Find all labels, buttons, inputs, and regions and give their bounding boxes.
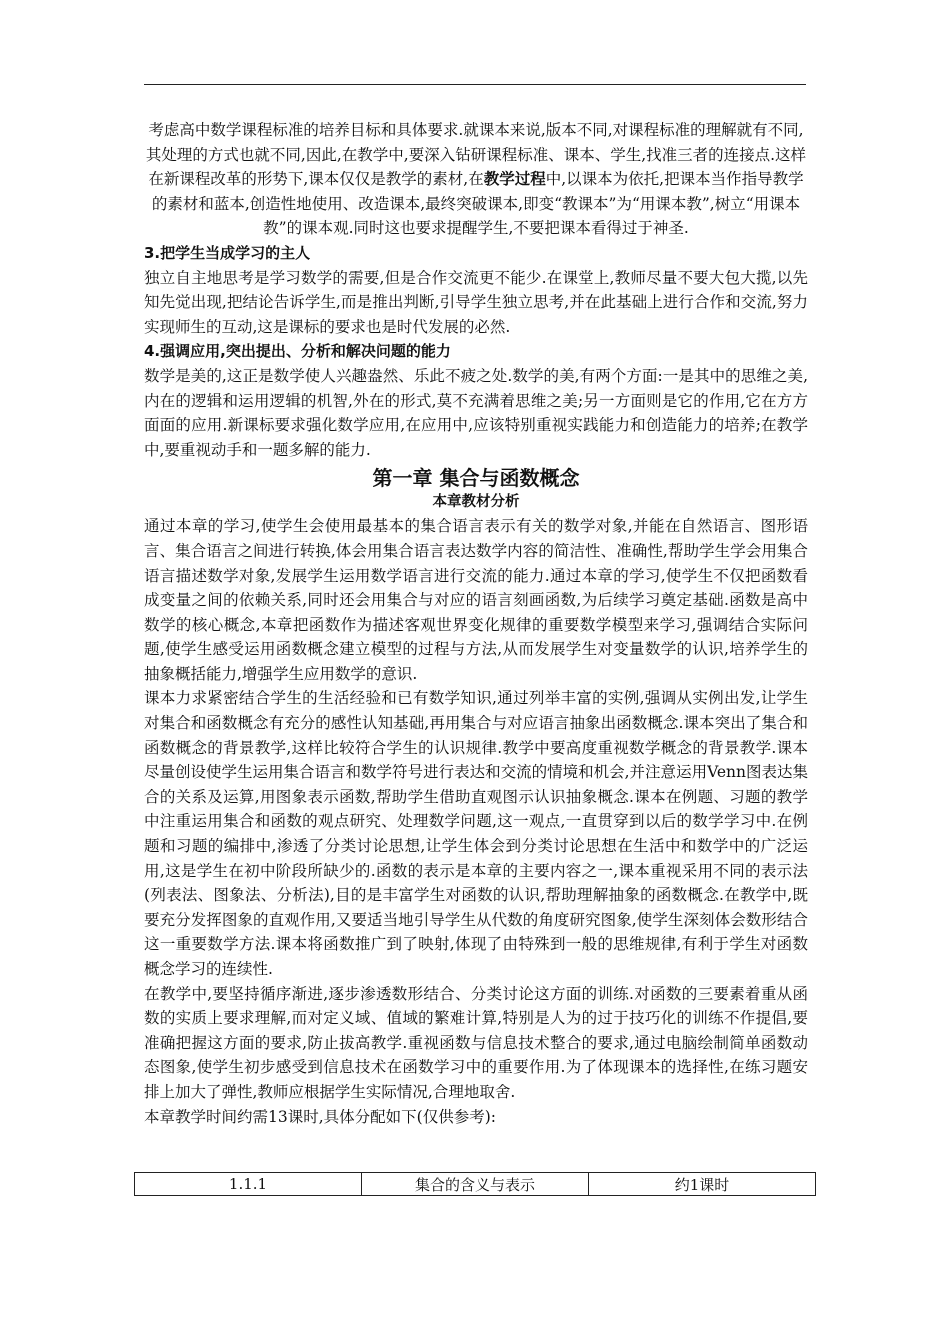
document-body [144,118,808,1129]
schedule-section-cell: 1.1.1 [135,1173,362,1196]
chapter-paragraph-4: 本章教学时间约需13课时,具体分配如下(仅供参考): [144,1107,496,1126]
chapter-paragraph-2: 课本力求紧密结合学生的生活经验和已有数学知识,通过列举丰富的实例,强调从实例出发,让学生对集合和函数概念有充分的感性认知基础,再用集合与对应语言抽象出函数概念.课本突出了集合和函数概念的背景教学,这样比较符合学生的认识规律.教学中要高度重视数学概念的背景教学.课本尽量创设使学生运用集合语言和数学符号进行表达和交流的情境和机会,并注意运用Venn图表达集合的关系及运算,用图象表示函数,帮助学生借助直观图示认识抽象概念.课本在例题、习题的教学中注重运用集合和函数的观点研究、处理数学问题,这一观点,一直贯穿到以后的数学学习中.在例题和习题的编排中,渗透了分类讨论思想,让学生体会到分类讨论思想在生活中和数学中的广泛运用,这是学生在初中阶段所缺少的.函数的表示是本章的主要内容之一,课本重视采用不同的表示法(列表法、图象法、分析法),目的是丰富学生对函数的认识,帮助理解抽象的函数概念.在教学中,既要充分发挥图象的直观作用,又要适当地引导学生从代数的角度研究图象,使学生深刻体会数形结合这一重要数学方法.课本将函数推广到了映射,体现了由特殊到一般的思维规律,有利于学生对函数概念学习的连续性. [144,689,808,978]
intro-text-a: 考虑高中数学课程标准的培养目标和具体要求.就课本来说,版本不同,对课程标准的理解就有不同,其处理的方式也就不同,因此,在教学中,要深入钻研课程标准、课本、学生,找准三者的连接点.这样在新课程改革的形势下,课本仅仅是教学的素材,在 [145,121,807,189]
intro-bold-term: 教学过程 [483,170,546,189]
schedule-topic-cell: 集合的含义与表示 [362,1173,589,1196]
chapter-title: 第一章 集合与函数概念 [372,466,580,491]
header-rule [144,84,806,85]
chapter-paragraph-1: 通过本章的学习,使学生会使用最基本的集合语言表示有关的数学对象,并能在自然语言、图形语言、集合语言之间进行转换,体会用集合语言表达数学内容的简洁性、准确性,帮助学生学会用集合语言描述数学对象,发展学生运用数学语言进行交流的能力.通过本章的学习,使学生不仅把函数看成变量之间的依赖关系,同时还会用集合与对应的语言刻画函数,为后续学习奠定基础.函数是高中数学的核心概念,本章把函数作为描述客观世界变化规律的重要数学模型来学习,强调结合实际问题,使学生感受运用函数概念建立模型的过程与方法,从而发展学生对变量数学的认识,培养学生的抽象概括能力,增强学生应用数学的意识. [144,517,808,683]
section3-heading: 3.把学生当成学习的主人 [144,243,311,262]
intro-paragraph [144,118,808,241]
section4-paragraph: 数学是美的,这正是数学使人兴趣盎然、乐此不疲之处.数学的美,有两个方面:一是其中的思维之美,内在的逻辑和运用逻辑的机智,外在的形式,莫不充满着思维之美;另一方面则是它的作用,它在方方面面的应用.新课标要求强化数学应用,在应用中,应该特别重视实践能力和创造能力的培养;在教学中,要重视动手和一题多解的能力. [144,366,808,459]
chapter-subtitle: 本章教材分析 [432,494,520,511]
section4-heading: 4.强调应用,突出提出、分析和解决问题的能力 [144,342,451,361]
table-row [135,1173,816,1196]
schedule-table [134,1172,816,1196]
intro-text-b: 中,以课本为依托,把课本当作指导教学的素材和蓝本,创造性地使用、改造课本,最终突破课本,即变“教课本”为“用课本教”,树立“用课本教”的课本观.同时这也要求提醒学生,不要把课本看得过于神圣. [151,170,804,238]
section3-paragraph: 独立自主地思考是学习数学的需要,但是合作交流更不能少.在课堂上,教师尽量不要大包大揽,以先知先觉出现,把结论告诉学生,而是推出判断,引导学生独立思考,并在此基础上进行合作和交流,努力实现师生的互动,这是课标的要求也是时代发展的必然. [144,268,808,336]
schedule-hours-cell: 约1课时 [589,1173,816,1196]
chapter-paragraph-3: 在教学中,要坚持循序渐进,逐步渗透数形结合、分类讨论这方面的训练.对函数的三要素着重从函数的实质上要求理解,而对定义域、值域的繁难计算,特别是人为的过于技巧化的训练不作提倡,要准确把握这方面的要求,防止拔高教学.重视函数与信息技术整合的要求,通过电脑绘制简单函数动态图象,使学生初步感受到信息技术在函数学习中的重要作用.为了体现课本的选择性,在练习题安排上加大了弹性,教师应根据学生实际情况,合理地取舍. [144,984,808,1101]
